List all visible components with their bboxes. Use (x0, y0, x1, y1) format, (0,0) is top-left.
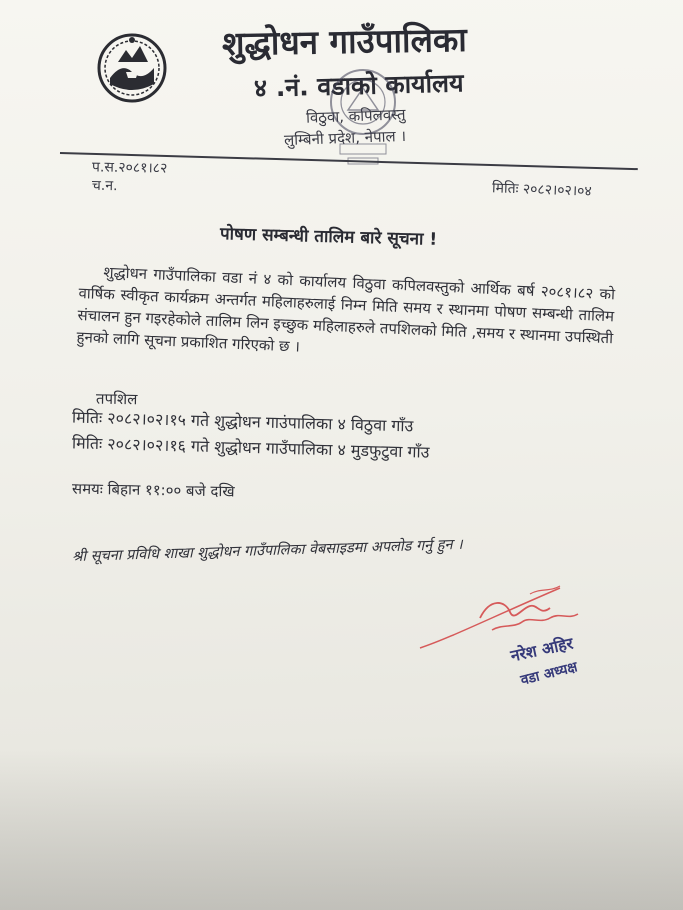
letter-number: प.स.२०८१।८२ (91, 159, 168, 177)
nepal-emblem-icon (96, 32, 168, 104)
office-name: ४ .नं. वडाको कार्यालय (253, 68, 464, 103)
schedule-line-1: मितिः २०८२।०२।१५ गते शुद्धोधन गाउंपालिका ४ विठुवा गाँउ (71, 407, 414, 436)
schedule-heading: तपशिल (95, 389, 138, 409)
address-line-2: लुम्बिनी प्रदेश, नेपाल । (283, 126, 407, 150)
organization-name: शुद्धोधन गाउँपालिका (221, 19, 468, 64)
address-line-1: विठुवा, कपिलवस्तु (305, 105, 406, 127)
signatory-title: वडा अध्यक्ष (519, 659, 580, 689)
lower-page-shadow (0, 750, 683, 910)
dispatch-number: च.न. (91, 177, 118, 195)
office-seal-icon (318, 62, 408, 172)
letter-date: मितिः २०८२।०२।०४ (491, 180, 592, 200)
training-time: समयः बिहान ११:०० बजे दखि (71, 479, 235, 501)
schedule-line-2: मितिः २०८२।०२।१६ गते शुद्धोधन गाउँपालिका ४ मुडफुटुवा गाँउ (71, 433, 430, 462)
notice-body: शुद्धोधन गाउँपालिका वडा नं ४ को कार्यालय विठुवा कपिलवस्तुको आर्थिक बर्ष २०८१।८२ को वार्षिक स्वीकृत कार्यक्रम अन्तर्गत महिलाहरुलाई निम्न मिति समय र स्थानमा पोषण सम्बन्धी तालिम संचालन हुन गइरहेकोले तालिम लिन इच्छुक महिलाहरुले तपशिलको मिति ,समय र स्थानमा उपस्थिती हुनको लागि सूचना प्रकाशित गरिएको छ । (76, 263, 616, 356)
notice-title: पोषण सम्बन्धी तालिम बारे सूचना ! (219, 224, 438, 250)
upload-instruction: श्री सूचना प्रविधि शाखा शुद्धोधन गाउँपालिका वेबसाइडमा अपलोड गर्नु हुन । (71, 536, 463, 566)
signatory-name: नरेश अहिर (508, 633, 575, 666)
